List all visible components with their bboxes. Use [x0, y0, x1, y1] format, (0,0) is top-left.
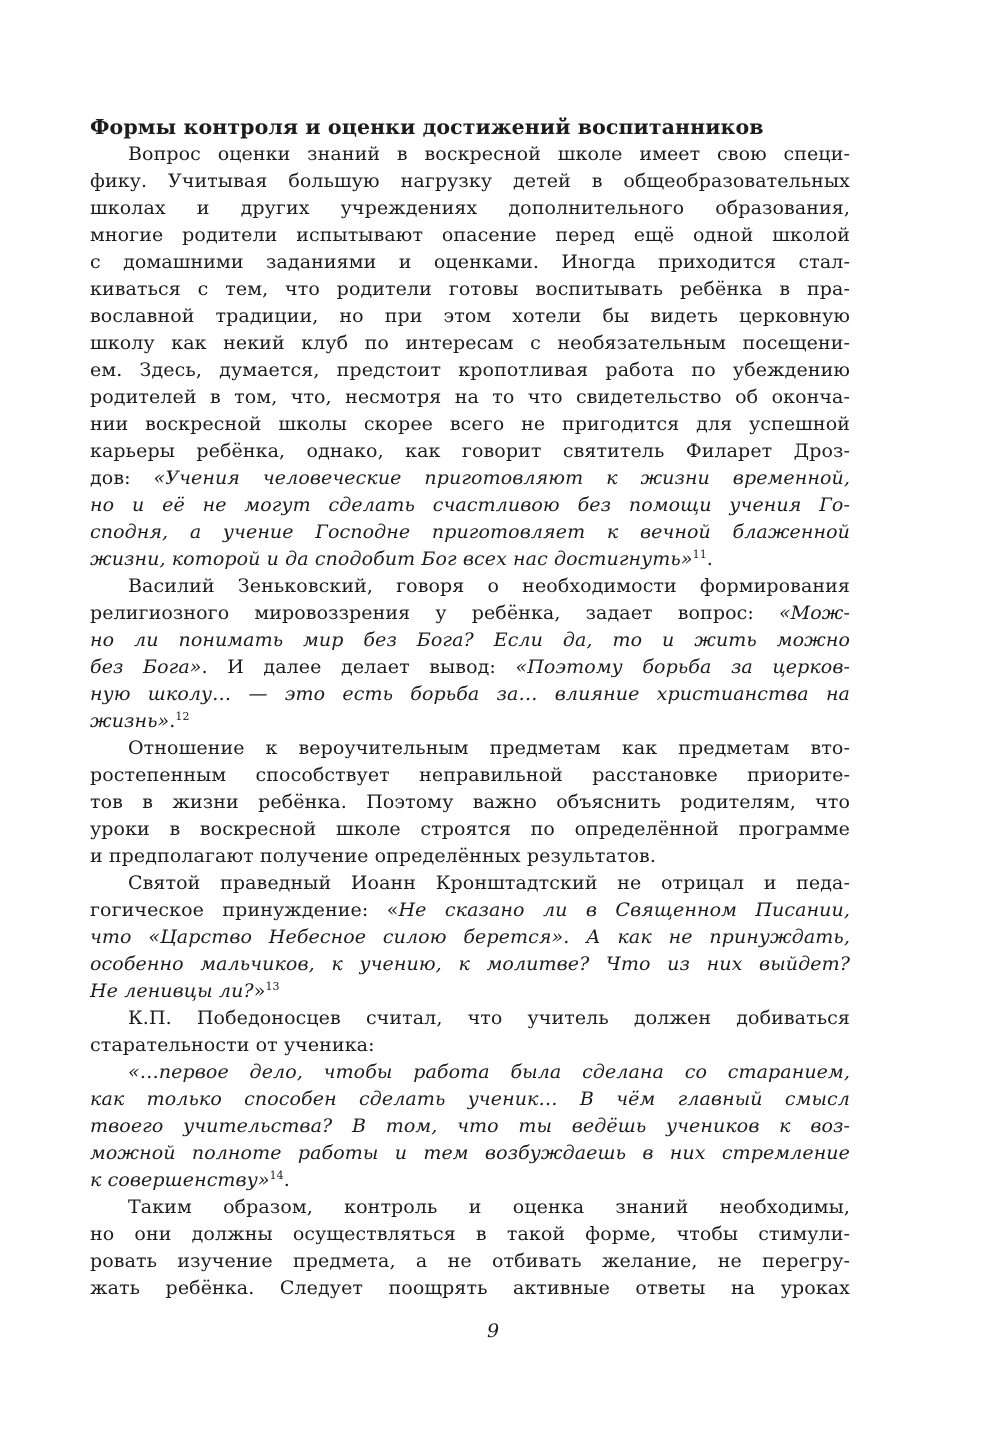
text-line — [90, 978, 850, 1005]
quote-fragment: жизнь» — [90, 710, 170, 732]
footnote-ref-11: 11 — [692, 548, 707, 561]
quote-fragment: к совершенству» — [90, 1169, 270, 1191]
text-line: жать ребёнка. Следует поощрять активные ответы на уроках — [90, 1277, 850, 1299]
text-line: твоего учительства? В том, что ты ведёшь учеников к воз- — [90, 1115, 850, 1137]
text-line: школу как некий клуб по интересам с необязательным посещени- — [90, 332, 850, 354]
text-line: старательности от ученика: — [90, 1034, 375, 1056]
text-line: карьеры ребёнка, однако, как говорит святитель Филарет Дроз- — [90, 440, 850, 462]
text-line: нии воскресной школы скорее всего не пригодится для успешной — [90, 413, 850, 435]
text-fragment: дов: — [90, 467, 154, 489]
text-line: уроки в воскресной школе строятся по определённой программе — [90, 818, 850, 840]
text-line: ровать изучение предмета, а не отбивать желание, не перегру- — [90, 1250, 850, 1272]
text-fragment: . — [283, 1169, 290, 1191]
text-line: Отношение к вероучительным предметам как предметам вто- — [128, 737, 850, 759]
text-line: Вопрос оценки знаний в воскресной школе имеет свою специ- — [128, 143, 850, 165]
footnote-ref-14: 14 — [269, 1169, 284, 1182]
text-line: Святой праведный Иоанн Кронштадтский не отрицал и педа- — [128, 872, 850, 894]
text-line — [90, 600, 850, 627]
quote-fragment: «Поэтому борьба за церков- — [515, 656, 851, 678]
text-line: но ли понимать мир без Бога? Если да, то и жить можно — [90, 629, 850, 651]
quote-fragment: «Учения человеческие приготовляют к жизни временной, — [153, 467, 850, 489]
text-line: сподня, а учение Господне приготовляет к вечной блаженной — [90, 521, 850, 543]
text-fragment: религиозного мировоззрения у ребёнка, задает вопрос: — [90, 602, 779, 624]
footnote-ref-13: 13 — [265, 980, 280, 993]
quote-fragment: Не ленивцы ли? — [90, 980, 254, 1002]
text-fragment: . — [706, 548, 713, 570]
text-fragment: . — [169, 710, 176, 732]
quote-fragment: «Мож- — [778, 602, 850, 624]
text-fragment: . И далее делает вывод: — [201, 656, 516, 678]
text-line: но они должны осуществляться в такой форме, чтобы стимули- — [90, 1223, 850, 1245]
text-line: К.П. Победоносцев считал, что учитель должен добиваться — [128, 1007, 850, 1029]
text-line: ем. Здесь, думается, предстоит кропотливая работа по убеждению — [90, 359, 850, 381]
text-line: как только способен сделать ученик… В чём главный смысл — [90, 1088, 850, 1110]
text-line: но и её не могут сделать счастливою без помощи учения Го- — [90, 494, 850, 516]
text-line — [90, 708, 850, 735]
paragraph-3 — [90, 735, 850, 870]
footnote-ref-12: 12 — [175, 710, 190, 723]
page-body — [90, 113, 850, 1302]
text-line: «…первое дело, чтобы работа была сделана со старанием, — [128, 1061, 850, 1083]
text-line — [90, 654, 850, 681]
paragraph-6 — [90, 1194, 850, 1302]
text-fragment: гогическое принуждение: « — [90, 899, 399, 921]
text-line: киваться с тем, что родители готовы воспитывать ребёнка в пра- — [90, 278, 850, 300]
text-line: можной полноте работы и тем возбуждаешь в них стремление — [90, 1142, 850, 1164]
quote-fragment: жизни, которой и да сподобит Бог всех нас достигнуть» — [90, 548, 693, 570]
paragraph-2 — [90, 573, 850, 735]
paragraph-1 — [90, 141, 850, 573]
text-line: и предполагают получение определённых результатов. — [90, 845, 656, 867]
text-line: что «Царство Небесное силою берется». А как не принуждать, — [90, 926, 850, 948]
section-heading: Формы контроля и оценки достижений воспитанников — [90, 115, 764, 139]
block-quote — [90, 1059, 850, 1194]
text-line: Василий Зеньковский, говоря о необходимости формирования — [128, 575, 850, 597]
quote-fragment: без Бога» — [90, 656, 202, 678]
text-fragment: » — [253, 980, 266, 1002]
paragraph-4 — [90, 870, 850, 1005]
text-line: особенно мальчиков, к учению, к молитве? Что из них выйдет? — [90, 953, 850, 975]
text-line: родителей в том, что, несмотря на то что свидетельство об оконча- — [90, 386, 850, 408]
text-line: ростепенным способствует неправильной расстановке приорите- — [90, 764, 850, 786]
text-line: фику. Учитывая большую нагрузку детей в общеобразовательных — [90, 170, 850, 192]
text-line: Таким образом, контроль и оценка знаний необходимы, — [128, 1196, 850, 1218]
text-line — [90, 546, 850, 573]
paragraph-5 — [90, 1005, 850, 1059]
text-line: ную школу… — это есть борьба за… влияние христианства на — [90, 683, 850, 705]
text-line: тов в жизни ребёнка. Поэтому важно объяснить родителям, что — [90, 791, 850, 813]
text-line: вославной традиции, но при этом хотели бы видеть церковную — [90, 305, 850, 327]
text-line — [90, 897, 850, 924]
text-line: с домашними заданиями и оценками. Иногда приходится стал- — [90, 251, 850, 273]
text-line: многие родители испытывают опасение перед ещё одной школой — [90, 224, 850, 246]
text-line: школах и других учреждениях дополнительного образования, — [90, 197, 850, 219]
quote-fragment: Не сказано ли в Священном Писании, — [398, 899, 850, 921]
text-line — [90, 1167, 850, 1194]
page-number: 9 — [486, 1320, 500, 1342]
text-line — [90, 465, 850, 492]
